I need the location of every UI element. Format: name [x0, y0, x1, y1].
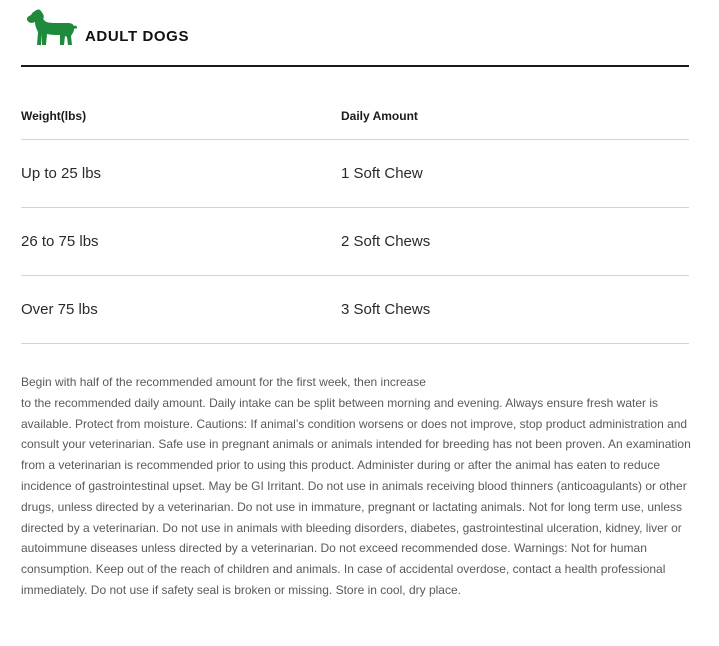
section-header: [21, 6, 689, 66]
table-row: [21, 140, 689, 208]
amount-cell: 3 Soft Chews: [341, 301, 431, 318]
directions-body: to the recommended daily amount. Daily intake can be split between morning and evening. Always ensure fresh water is available. Protect from moisture. Cautions: If animal’s condition worsens or does not improve, stop product administration and consult your veterinarian. Safe use in pregnant animals or animals intended for breeding has not been proven. An examination from a veterinarian is recommended prior to using this product. Administer during or after the animal has eaten to reduce incidence of gastrointestinal upset. May be GI Irritant. Do not use in animals receiving blood thinners (anticoagulants) or other drugs, unless directed by a veterinarian. Do not use in immature, pregnant or lactating animals. Not for long term use, unless directed by a veterinarian. Do not use in animals with bleeding disorders, diabetes, gastrointestinal ulceration, kidney, liver or autoimmune diseases unless directed by a veterinarian. Do not exceed recommended dose. Warnings: Not for human consumption. Keep out of the reach of children and animals. In case of accidental overdose, contact a health professional immediately. Do not use if safety seal is broken or missing. Store in cool, dry place.: [21, 395, 691, 597]
amount-cell: 2 Soft Chews: [341, 233, 431, 250]
table-row: [21, 208, 689, 276]
directions-text: [21, 372, 691, 601]
dog-icon: [26, 8, 78, 46]
table-header-row: [21, 95, 689, 140]
dosage-table: [21, 95, 689, 344]
table-row: [21, 276, 689, 344]
weight-cell: 26 to 75 lbs: [21, 233, 99, 250]
amount-cell: 1 Soft Chew: [341, 165, 423, 182]
weight-cell: Up to 25 lbs: [21, 165, 102, 182]
weight-cell: Over 75 lbs: [21, 301, 98, 318]
header-divider: [21, 65, 689, 67]
column-header-daily-amount: Daily Amount: [341, 109, 418, 123]
column-header-weight: Weight(lbs): [21, 109, 87, 123]
page-title: ADULT DOGS: [85, 28, 190, 45]
directions-intro: Begin with half of the recommended amount for the first week, then increase: [21, 375, 426, 389]
